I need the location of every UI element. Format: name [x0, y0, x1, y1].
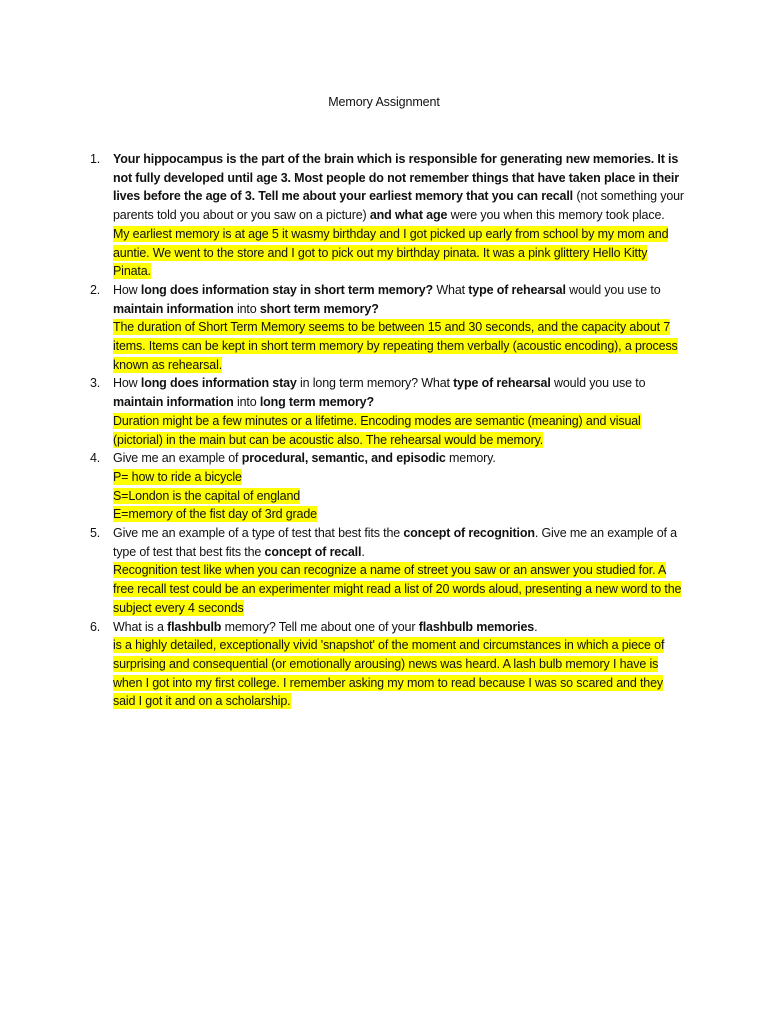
answer-line: [113, 468, 686, 487]
question-item: [86, 449, 686, 524]
question-text-segment: in long term memory? What: [296, 376, 454, 391]
question-text-segment: into: [233, 395, 260, 410]
question-text: [113, 281, 686, 318]
question-number: 2.: [90, 282, 101, 297]
question-text-bold: concept of recognition: [403, 526, 535, 541]
question-text-segment: How: [113, 282, 141, 297]
question-text-bold: long term memory?: [259, 395, 374, 410]
question-text-segment: into: [233, 301, 260, 316]
answer-text: [113, 561, 686, 617]
question-text-segment: were you when this memory took place.: [447, 208, 665, 223]
answer-text: [113, 318, 686, 374]
question-text-bold: procedural, semantic, and episodic: [241, 451, 446, 466]
highlighted-answer: Duration might be a few minutes or a lifetime. Encoding modes are semantic (meaning) and visual (pictorial) in the main but can be acoustic also. The rehearsal would be memory.: [113, 413, 641, 447]
question-item: [86, 281, 686, 375]
question-number: 4.: [90, 451, 101, 466]
question-text-bold: flashbulb: [167, 619, 222, 634]
question-item: [86, 374, 686, 449]
question-text-bold: long does information stay in short term memory?: [140, 282, 434, 297]
question-number: 6.: [90, 619, 101, 634]
highlighted-answer: P= how to ride a bicycle: [113, 469, 242, 484]
question-text-bold: Your hippocampus is the part of the brain which is responsible for generating new memories. It is not fully developed until age 3. Most people do not remember things that have taken place in their lives before the age of 3. Tell me about your earliest memory that you can recall: [113, 152, 679, 204]
answer-text: [113, 412, 686, 449]
question-text-segment: .: [534, 619, 538, 634]
question-item: [86, 524, 686, 618]
highlighted-answer: is a highly detailed, exceptionally vivid 'snapshot' of the moment and circumstances in which a piece of surprising and consequential (or emotionally arousing) news was heard. A lash bulb memory I have is when I got into my first college. I remember asking my mom to read because I was so scared and they said I got it and on a scholarship.: [113, 638, 665, 709]
highlighted-answer: S=London is the capital of england: [113, 488, 301, 503]
question-text-bold: type of rehearsal: [453, 376, 551, 391]
highlighted-answer: The duration of Short Term Memory seems to be between 15 and 30 seconds, and the capacity about 7 items. Items can be kept in short term memory by repeating them verbally (acoustic encoding), a process known as rehearsal.: [113, 320, 678, 372]
highlighted-answer: E=memory of the fist day of 3rd grade: [113, 507, 317, 522]
question-text: [113, 618, 686, 637]
answer-line: [113, 505, 686, 524]
question-list: [86, 150, 686, 711]
question-text-segment: Give me an example of: [113, 451, 242, 466]
question-text: [113, 374, 686, 411]
question-text-segment: What is a: [113, 619, 168, 634]
question-text-segment: . Give me an example of a type of test that best fits the: [113, 526, 677, 559]
question-number: 1.: [90, 152, 101, 166]
question-text: [113, 150, 686, 225]
question-text-segment: memory.: [445, 451, 496, 466]
question-text: [113, 449, 686, 468]
question-text-segment: memory? Tell me about one of your: [221, 619, 419, 634]
question-text-segment: Give me an example of a type of test that best fits the: [113, 526, 404, 541]
question-text-bold: flashbulb memories: [418, 619, 535, 634]
question-text-segment: How: [113, 376, 141, 391]
question-text-bold: type of rehearsal: [468, 282, 566, 297]
question-number: 5.: [90, 526, 101, 541]
question-item: [86, 618, 686, 712]
question-text-segment: (not something your parents told you about or you saw on a picture): [113, 189, 684, 223]
question-text-bold: long does information stay: [140, 376, 297, 391]
highlighted-answer: Recognition test like when you can recognize a name of street you saw or an answer you studied for. A free recall test could be an experimenter might read a list of 20 words aloud, presenting a new word to the subject every 4 seconds: [113, 563, 682, 615]
question-text-segment: would you use to: [550, 376, 646, 391]
question-item: [86, 150, 686, 281]
question-text-bold: maintain information: [113, 395, 234, 410]
highlighted-answer: My earliest memory is at age 5 it wasmy birthday and I got picked up early from school by my mom and auntie. We went to the store and I got to pick out my birthday pinata. It was a pink glittery Hello Kitty Pinata.: [113, 226, 669, 279]
question-number: 3.: [90, 376, 101, 391]
question-text-segment: would you use to: [565, 282, 661, 297]
answer-line: [113, 487, 686, 506]
page-title: Memory Assignment: [328, 95, 440, 109]
answer-text: [113, 636, 686, 711]
question-text-bold: maintain information: [113, 301, 234, 316]
question-text-segment: .: [361, 544, 365, 559]
question-text: [113, 524, 686, 561]
question-text-bold: and what age: [369, 208, 448, 223]
question-text-bold: short term memory?: [259, 301, 379, 316]
question-text-segment: What: [433, 282, 469, 297]
question-text-bold: concept of recall: [264, 544, 362, 559]
answer-text: [113, 225, 686, 281]
